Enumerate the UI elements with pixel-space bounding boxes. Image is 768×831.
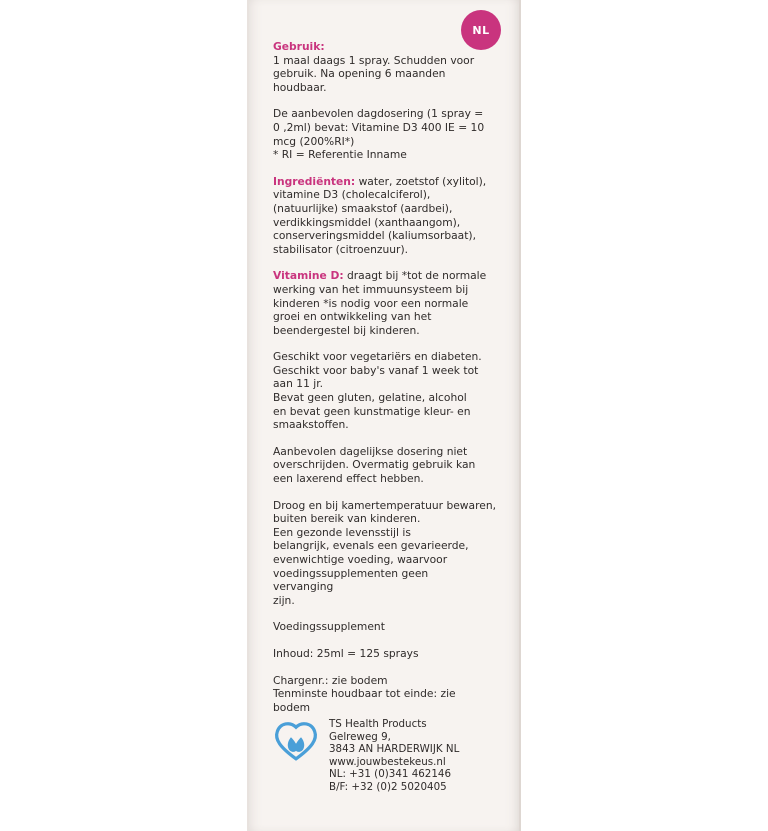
category-label: Voedingssupplement: [273, 620, 385, 634]
warning-section: [273, 445, 489, 486]
usage-section: [273, 40, 489, 94]
storage-line-7: zijn.: [273, 593, 295, 607]
company-phone-nl: NL: +31 (0)341 462146: [329, 768, 452, 781]
usage-heading: Gebruik:: [273, 40, 325, 53]
storage-line-6: voedingssupplementen geen vervanging: [273, 566, 429, 594]
dosage-line-2: 0 ,2ml) bevat: Vitamine D3 400 IE = 10: [273, 120, 485, 134]
vitamin-claim-section: [273, 269, 489, 337]
storage-section: [273, 498, 497, 608]
warning-line-2: overschrijden. Overmatig gebruik kan: [273, 458, 476, 472]
storage-line-1: Droog en bij kamertemperatuur bewaren,: [273, 498, 497, 512]
batch-line-1: Chargenr.: zie bodem: [273, 673, 388, 687]
company-name: TS Health Products: [329, 718, 427, 730]
language-badge-label: NL: [472, 23, 490, 37]
product-package-panel: [247, 0, 521, 831]
suitability-line-1: Geschikt voor vegetariërs en diabeten.: [273, 350, 482, 364]
suitability-line-5: en bevat geen kunstmatige kleur- en: [273, 404, 471, 418]
company-street: Gelreweg 9,: [329, 730, 391, 743]
company-phone-bf: B/F: +32 (0)2 5020405: [329, 780, 447, 793]
vitamin-claim-heading: Vitamine D:: [273, 269, 344, 283]
dosage-line-1: De aanbevolen dagdosering (1 spray =: [273, 107, 484, 121]
suitability-line-4: Bevat geen gluten, gelatine, alcohol: [273, 391, 467, 405]
dosage-line-4: * RI = Referentie Inname: [273, 148, 407, 162]
warning-line-1: Aanbevolen dagelijkse dosering niet: [273, 444, 468, 458]
storage-line-5: evenwichtige voeding, waarvoor: [273, 553, 448, 566]
ingredients-body: water, zoetstof (xylitol), vitamine D3 (cholecalciferol), (natuurlijke) smaakstof (aardbei), verdikkingsmiddel (xanthaangom), conserveringsmiddel (kaliumsorbaat), stabilisator (citroenzuur).: [273, 174, 487, 256]
storage-line-3: Een gezonde levensstijl is: [273, 525, 411, 539]
company-website: www.jouwbestekeus.nl: [329, 755, 446, 768]
heart-droplet-logo-icon: [273, 720, 319, 766]
contents-label: Inhoud: 25ml = 125 sprays: [273, 646, 419, 660]
ingredients-heading: Ingrediënten:: [273, 174, 356, 188]
batch-section: [273, 674, 489, 715]
usage-body: 1 maal daags 1 spray. Schudden voor gebruik. Na opening 6 maanden houdbaar.: [273, 53, 475, 94]
dosage-section: [273, 107, 489, 161]
suitability-section: [273, 350, 489, 432]
ingredients-section: [273, 175, 489, 257]
company-footer: [273, 718, 503, 794]
suitability-line-3: aan 11 jr.: [273, 377, 324, 391]
storage-line-4: belangrijk, evenals een gevarieerde,: [273, 539, 469, 553]
suitability-line-2: Geschikt voor baby's vanaf 1 week tot: [273, 363, 479, 377]
company-city: 3843 AN HARDERWIJK NL: [329, 743, 460, 756]
vitamin-claim-body: draagt bij *tot de normale werking van het immuunsysteem bij kinderen *is nodig voor een normale groei en ontwikkeling van het beendergestel bij kinderen.: [273, 269, 487, 337]
warning-line-3: een laxerend effect hebben.: [273, 472, 424, 486]
suitability-line-6: smaakstoffen.: [273, 418, 349, 432]
package-text-column: [273, 40, 497, 727]
storage-line-2: buiten bereik van kinderen.: [273, 512, 421, 526]
batch-line-2: Tenminste houdbaar tot einde: zie bodem: [273, 687, 456, 714]
company-address-block: [329, 718, 459, 794]
dosage-line-3: mcg (200%RI*): [273, 134, 355, 148]
